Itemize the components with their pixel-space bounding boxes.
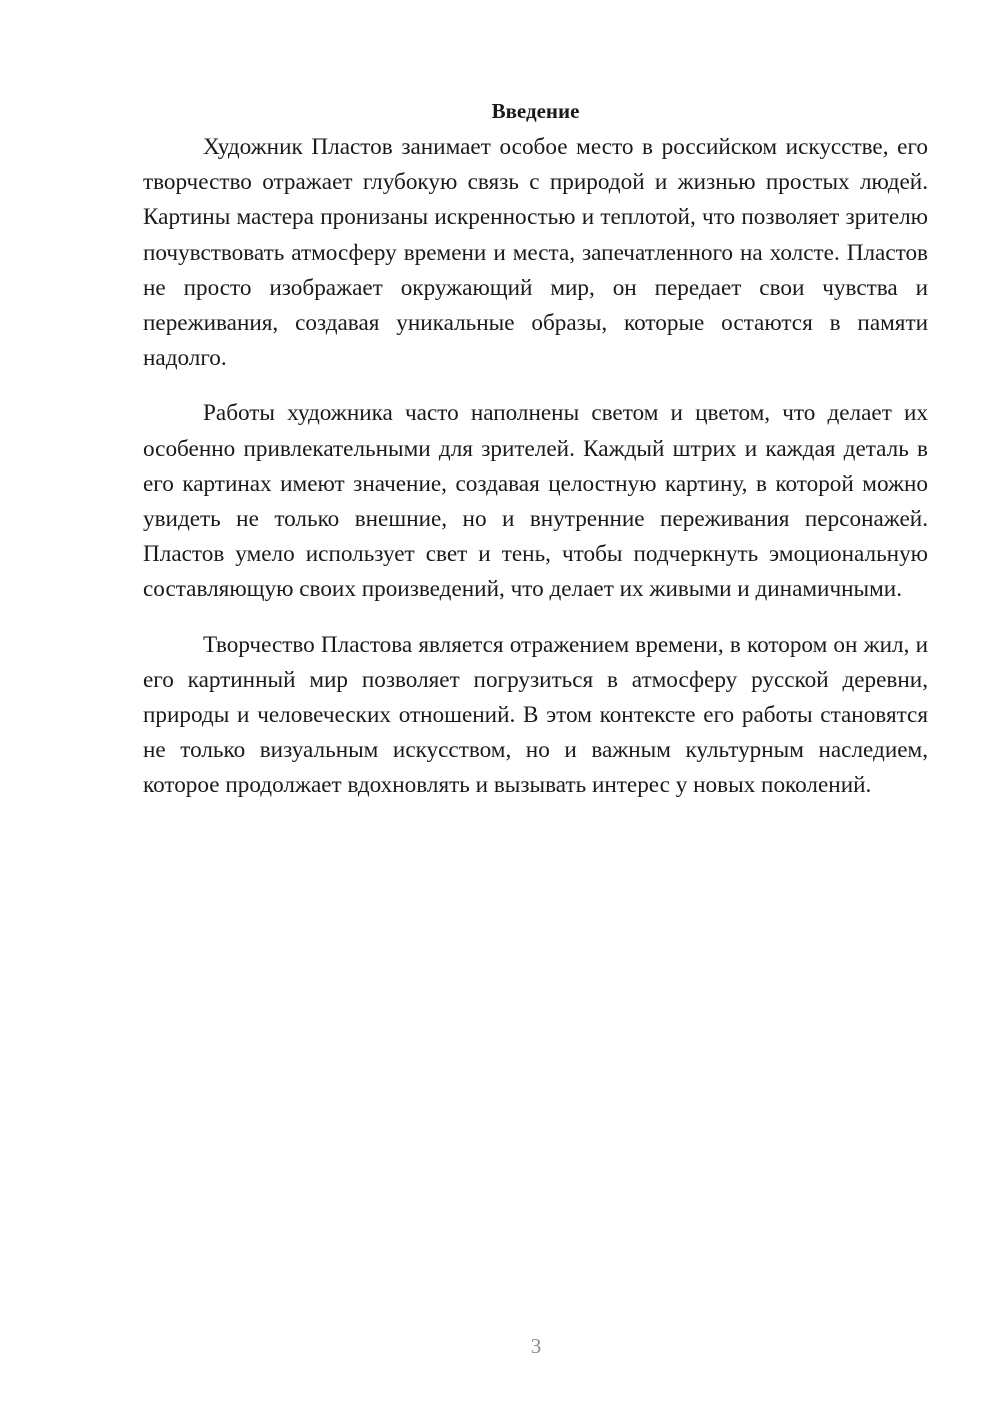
paragraph-3: Творчество Пластова является отражением времени, в котором он жил, и его картинный мир позволяет погрузиться в атмосферу русской деревни, природы и человеческих отношений. В этом контексте его работы становятся не только визуальным искусством, но и важным культурным наследием, которое продолжает вдохновлять и вызывать интерес у новых поколений. xyxy=(143,631,928,799)
section-heading: Введение xyxy=(491,99,580,123)
paragraph-2: Работы художника часто наполнены светом и цветом, что делает их особенно привлекательными для зрителей. Каждый штрих и каждая деталь в его картинах имеют значение, создавая целостную картину, в которой можно увидеть не только внешние, но и внутренние переживания персонажей. Пластов умело использует свет и тень, чтобы подчеркнуть эмоциональную составляющую своих произведений, что делает их живыми и динамичными. xyxy=(143,400,928,603)
document-body xyxy=(143,96,928,804)
paragraph-1: Художник Пластов занимает особое место в российском искусстве, его творчество отражает глубокую связь с природой и жизнью простых людей. Картины мастера пронизаны искренностью и теплотой, что позволяет зрителю почувствовать атмосферу времени и места, запечатленного на холсте. Пластов не просто изображает окружающий мир, он передает свои чувства и переживания, создавая уникальные образы, которые остаются в памяти надолго. xyxy=(143,134,928,372)
page-number: 3 xyxy=(530,1334,542,1358)
